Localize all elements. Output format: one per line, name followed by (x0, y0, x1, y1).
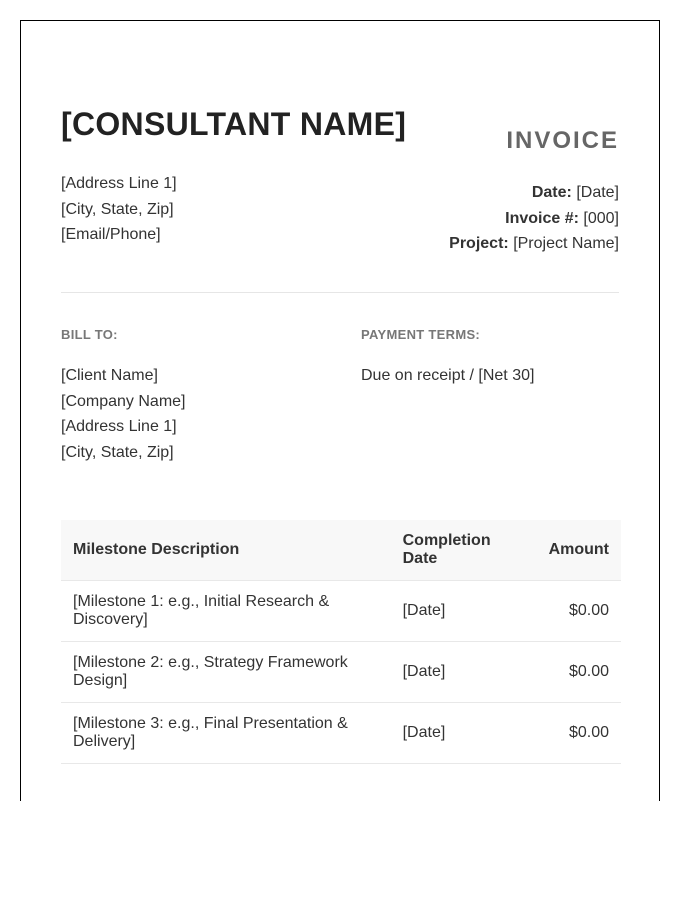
table-row (61, 642, 621, 703)
meta-date (449, 180, 619, 206)
bill-to-company-name: [Company Name] (61, 392, 186, 410)
bill-to-city-state-zip: [City, State, Zip] (61, 443, 174, 461)
bill-to-client-name: [Client Name] (61, 367, 158, 384)
table-row (61, 581, 621, 642)
milestone-description: [Milestone 3: e.g., Final Presentation & Delivery] (61, 703, 391, 764)
meta-project (449, 231, 619, 257)
address-line-1: [Address Line 1] (61, 175, 177, 192)
meta-project-label: Project: (449, 235, 509, 252)
header-amount: Amount (537, 520, 621, 581)
payment-terms-label: PAYMENT TERMS: (361, 327, 481, 342)
meta-project-value: [Project Name] (513, 235, 619, 252)
header-completion-date: Completion Date (391, 520, 537, 581)
milestone-description: [Milestone 1: e.g., Initial Research & Discovery] (61, 581, 391, 642)
table-header-row (61, 520, 621, 581)
milestone-date: [Date] (391, 642, 537, 703)
consultant-address (61, 171, 177, 248)
invoice-meta (449, 180, 619, 257)
address-city-state-zip: [City, State, Zip] (61, 200, 174, 218)
milestone-date: [Date] (391, 703, 537, 764)
meta-date-value: [Date] (576, 184, 619, 201)
bill-to-label: BILL TO: (61, 327, 118, 342)
bill-to-block (61, 363, 186, 465)
meta-invoice-number (449, 206, 619, 232)
table-row (61, 703, 621, 764)
consultant-name: [CONSULTANT NAME] (61, 106, 407, 142)
header-divider (61, 292, 619, 293)
meta-invoice-value: [000] (583, 209, 619, 227)
milestone-description: [Milestone 2: e.g., Strategy Framework Design] (61, 642, 391, 703)
milestone-amount: $0.00 (537, 642, 621, 703)
header-milestone-description: Milestone Description (61, 520, 391, 581)
payment-terms-value: Due on receipt / [Net 30] (361, 367, 535, 384)
milestone-table (61, 520, 621, 764)
address-email-phone: [Email/Phone] (61, 226, 161, 243)
meta-date-label: Date: (531, 184, 572, 201)
invoice-title: INVOICE (506, 127, 619, 154)
bill-to-address-line: [Address Line 1] (61, 418, 177, 435)
meta-invoice-label: Invoice #: (505, 209, 579, 227)
invoice-page (20, 20, 660, 801)
milestone-amount: $0.00 (537, 703, 621, 764)
milestone-amount: $0.00 (537, 581, 621, 642)
milestone-date: [Date] (391, 581, 537, 642)
payment-terms-block (361, 363, 534, 389)
